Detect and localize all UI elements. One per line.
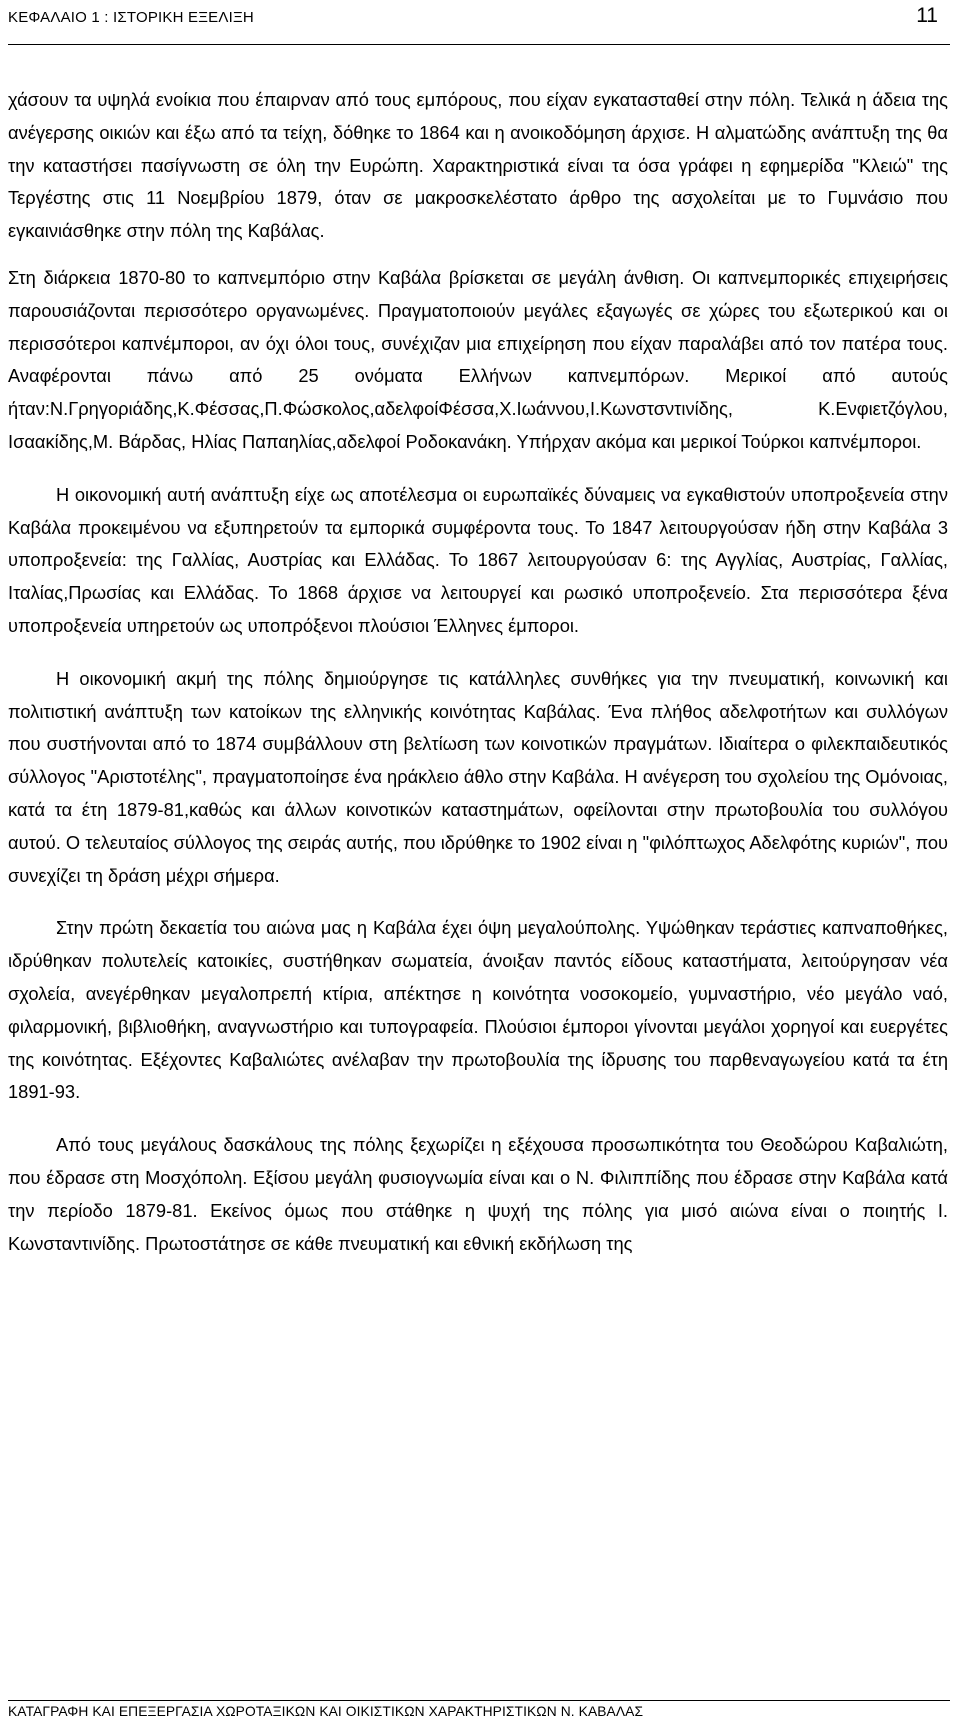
body-text — [8, 84, 948, 1260]
paragraph-teachers: Από τους μεγάλους δασκάλους της πόλης ξεχωρίζει η εξέχουσα προσωπικότητα του Θεοδώρου Καβαλιώτη, που έδρασε στη Μοσχόπολη. Εξίσου μεγάλη φυσιογνωμία είναι και ο Ν. Φιλιππίδης που έδρασε στην Καβάλα κατά την περίοδο 1879-81. Εκείνος όμως που στάθηκε η ψυχή της πόλης για μισό αιώνα είναι ο ποιητής Ι. Κωνσταντινίδης. Πρωτοστάτησε σε κάθε πνευματική και εθνική εκδήλωση της — [8, 1134, 948, 1254]
footer-text: ΚΑΤΑΓΡΑΦΗ ΚΑΙ ΕΠΕΞΕΡΓΑΣΙΑ ΧΩΡΟΤΑΞΙΚΩΝ ΚΑΙ ΟΙΚΙΣΤΙΚΩΝ ΧΑΡΑΚΤΗΡΙΣΤΙΚΩΝ Ν. ΚΑΒΑΛΑΣ — [8, 1704, 644, 1719]
chapter-title: ΚΕΦΑΛΑΙΟ 1 : ΙΣΤΟΡΙΚΗ ΕΞΕΛΙΞΗ — [8, 9, 254, 26]
paragraph-tobacco-trade: Στη διάρκεια 1870-80 το καπνεμπόριο στην Καβάλα βρίσκεται σε μεγάλη άνθιση. Οι καπνεμπορικές επιχειρήσεις παρουσιάζονται περισσότερο οργανωμένες. Πραγματοποιούν μεγάλες εξαγωγές σε χώρες του εξωτερικού και οι περισσότεροι καπνέμποροι, αν όχι όλοι τους, συνέχιζαν μια επιχείρηση που είχαν παραλάβει από τον πατέρα τους. Αναφέρονται πάνω από 25 ονόματα Ελλήνων καπνεμπόρων. Μερικοί από αυτούς ήταν:Ν.Γρηγοριάδης,Κ.Φέσσας,Π.Φώσκολος,αδελφοίΦέσσα,Χ.Ιωάννου,Ι.Κωνστσντινίδης, Κ.Ενφιετζόγλου, Ισαακίδης,Μ. Βάρδας, Ηλίας Παπαηλίας,αδελφοί Ροδοκανάκη. Υπήρχαν ακόμα και μερικοί Τούρκοι καπνέμποροι. — [8, 266, 948, 452]
page-header — [8, 0, 950, 45]
page-number: 11 — [916, 4, 938, 27]
paragraph-consulates: Η οικονομική αυτή ανάπτυξη είχε ως αποτέλεσμα οι ευρωπαϊκές δύναμεις να εγκαθιστούν υποπροξενεία στην Καβάλα προκειμένου να εξυπηρετούν τα εμπορικά συμφέροντα τους. Το 1847 λειτουργούσαν ήδη στην Καβάλα 3 υποπροξενεία: της Γαλλίας, Αυστρίας και Ελλάδας. Το 1867 λειτουργούσαν 6: της Αγγλίας, Αυστρίας, Γαλλίας, Ιταλίας,Πρωσίας και Ελλάδας. Το 1868 άρχισε να λειτουργεί και ρωσικό υποπροξενείο. Στα περισσότερα ξένα υποπροξενεία υπηρετούν ως υποπρόξενοι πλούσιοι Έλληνες έμποροι. — [8, 483, 948, 636]
paragraph-community: Η οικονομική ακμή της πόλης δημιούργησε τις κατάλληλες συνθήκες για την πνευματική, κοινωνική και πολιτιστική ανάπτυξη των κατοίκων της ελληνικής κοινότητας Καβάλας. Ένα πλήθος αδελφοτήτων και συλλόγων που συστήνονται από το 1874 συμβάλλουν στη βελτίωση των κοινοτικών πραγμάτων. Ιδιαίτερα ο φιλεκπαιδευτικός σύλλογος "Αριστοτέλης", πραγματοποίησε ένα ηράκλειο άθλο στην Καβάλα. Η ανέγερση του σχολείου της Ομόνοιας, κατά τα έτη 1879-81,καθώς και άλλων κοινοτικών καταστημάτων, οφείλονται στην πρωτοβουλία του συλλόγου αυτού. Ο τελευταίος σύλλογος της σειράς αυτής, που ιδρύθηκε το 1902 είναι η "φιλόπτωχος Αδελφότης κυριών", που συνεχίζει τη δράση μέχρι σήμερα. — [8, 667, 948, 886]
paragraph-metropolis: Στην πρώτη δεκαετία του αιώνα μας η Καβάλα έχει όψη μεγαλούπολης. Υψώθηκαν τεράστιες καπναποθήκες, ιδρύθηκαν πολυτελείς κατοικίες, συστήθηκαν σωματεία, άνοιξαν παντός είδους καταστήματα, λειτούργησαν νέα σχολεία, ανεγέρθηκαν μεγαλοπρεπή κτίρια, απέκτησε η κοινότητα νοσοκομείο, γυμναστήριο, νέο μεγάλο ναό, φιλαρμονική, βιβλιοθήκη, αναγνωστήριο και τυπογραφεία. Πλούσιοι έμποροι γίνονται μεγάλοι χορηγοί και ευεργέτες της κοινότητας. Εξέχοντες Καβαλιώτες ανέλαβαν την πρωτοβουλία της ίδρυσης του παρθεναγωγείου κατά τα έτη 1891-93. — [8, 917, 948, 1103]
page-footer — [8, 1700, 950, 1723]
paragraph-continuation: χάσουν τα υψηλά ενοίκια που έπαιρναν από τους εμπόρους, που είχαν εγκατασταθεί στην πόλη. Τελικά η άδεια της ανέγερσης οικιών και έξω από τα τείχη, δόθηκε το 1864 και η ανοικοδόμηση άρχισε. Η αλματώδης ανάπτυξη της θα την καταστήσει πασίγνωστη σε όλη την Ευρώπη. Χαρακτηριστικά είναι τα όσα γράφει η εφημερίδα "Κλειώ" της Τεργέστης στις 11 Νοεμβρίου 1879, όταν σε μακροσκελέστατο άρθρο της ασχολείται με το Γυμνάσιο που εγκαινιάσθηκε στην πόλη της Καβάλας. — [8, 89, 948, 242]
